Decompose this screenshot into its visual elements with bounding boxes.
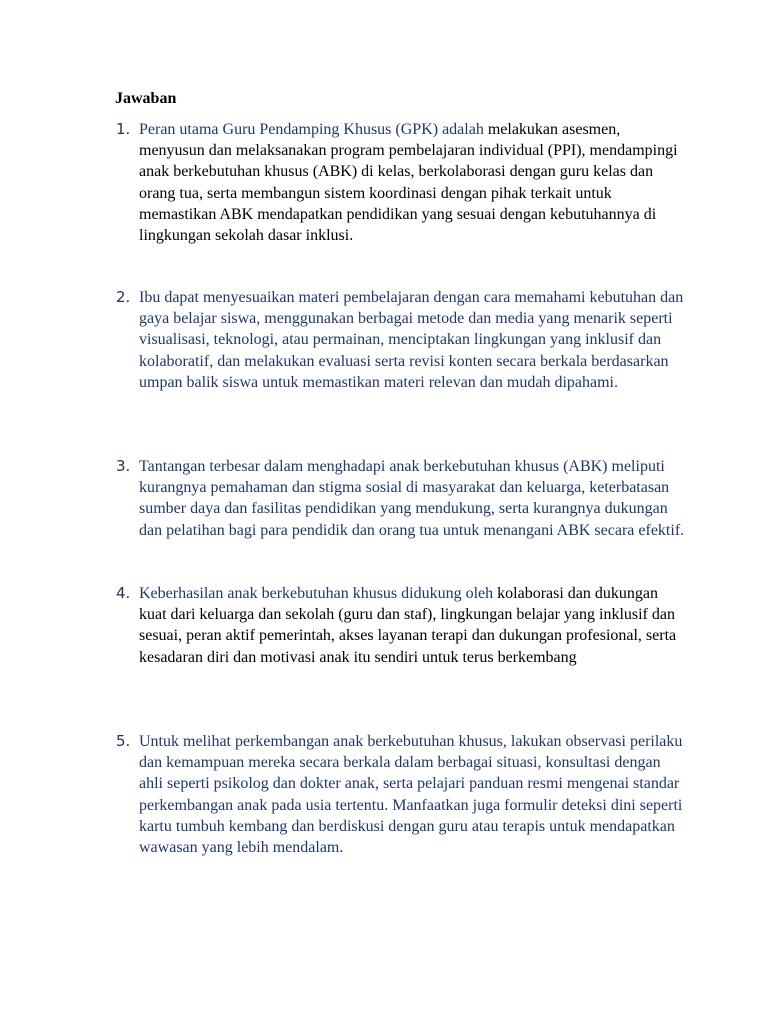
answer-text-5 [139,731,685,858]
answer-lead-2: Ibu dapat menyesuaikan materi pembelajaran dengan cara memahami kebutuhan dan gaya belajar siswa, menggunakan berbagai metode dan media yang menarik seperti visualisasi, teknologi, atau permainan, menciptakan lingkungan yang inklusif dan kolaboratif, dan melakukan evaluasi serta revisi konten secara berkala berdasarkan umpan balik siswa untuk memastikan materi relevan dan mudah dipahami. [139,289,684,391]
answer-number-4: 4. [116,584,131,602]
answer-number-2: 2. [116,288,131,306]
answer-lead-5: Untuk melihat perkembangan anak berkebutuhan khusus, lakukan observasi perilaku dan kemampuan mereka secara berkala dalam berbagai situasi, konsultasi dengan ahli seperti psikolog dan dokter anak, serta pelajari panduan resmi mengenai standar perkembangan anak pada usia tertentu. Manfaatkan juga formulir deteksi dini seperti kartu tumbuh kembang dan berdiskusi dengan guru atau terapis untuk mendapatkan wawasan yang lebih mendalam. [139,733,683,857]
answer-number-3: 3. [116,457,131,475]
answer-text-3 [139,456,685,541]
answer-text-4 [139,583,685,668]
answer-lead-4: Keberhasilan anak berkebutuhan khusus didukung oleh [139,585,494,602]
answer-rest-1: melakukan asesmen, menyusun dan melaksanakan program pembelajaran individual (PPI), mendampingi anak berkebutuhan khusus (ABK) di kelas, berkolaborasi dengan guru kelas dan orang tua, serta membangun sistem koordinasi dengan pihak terkait untuk memastikan ABK mendapatkan pendidikan yang sesuai dengan kebutuhannya di lingkungan sekolah dasar inklusi. [139,121,678,245]
answer-number-1: 1. [116,120,131,138]
answer-lead-1: Peran utama Guru Pendamping Khusus (GPK) adalah [139,121,484,138]
answer-rest-4: kolaborasi dan dukungan kuat dari keluarga dan sekolah (guru dan staf), lingkungan belajar yang inklusif dan sesuai, peran aktif pemerintah, akses layanan terapi dan dukungan profesional, serta kesadaran diri dan motivasi anak itu sendiri untuk terus berkembang [139,585,677,666]
answer-number-5: 5. [116,732,131,750]
document-heading: Jawaban [115,90,177,107]
answer-lead-3: Tantangan terbesar dalam menghadapi anak berkebutuhan khusus (ABK) meliputi kurangnya pemahaman dan stigma sosial di masyarakat dan keluarga, keterbatasan sumber daya dan fasilitas pendidikan yang mendukung, serta kurangnya dukungan dan pelatihan bagi para pendidik dan orang tua untuk menangani ABK secara efektif. [139,458,685,539]
answer-text-1 [139,119,685,246]
answer-text-2 [139,287,685,393]
